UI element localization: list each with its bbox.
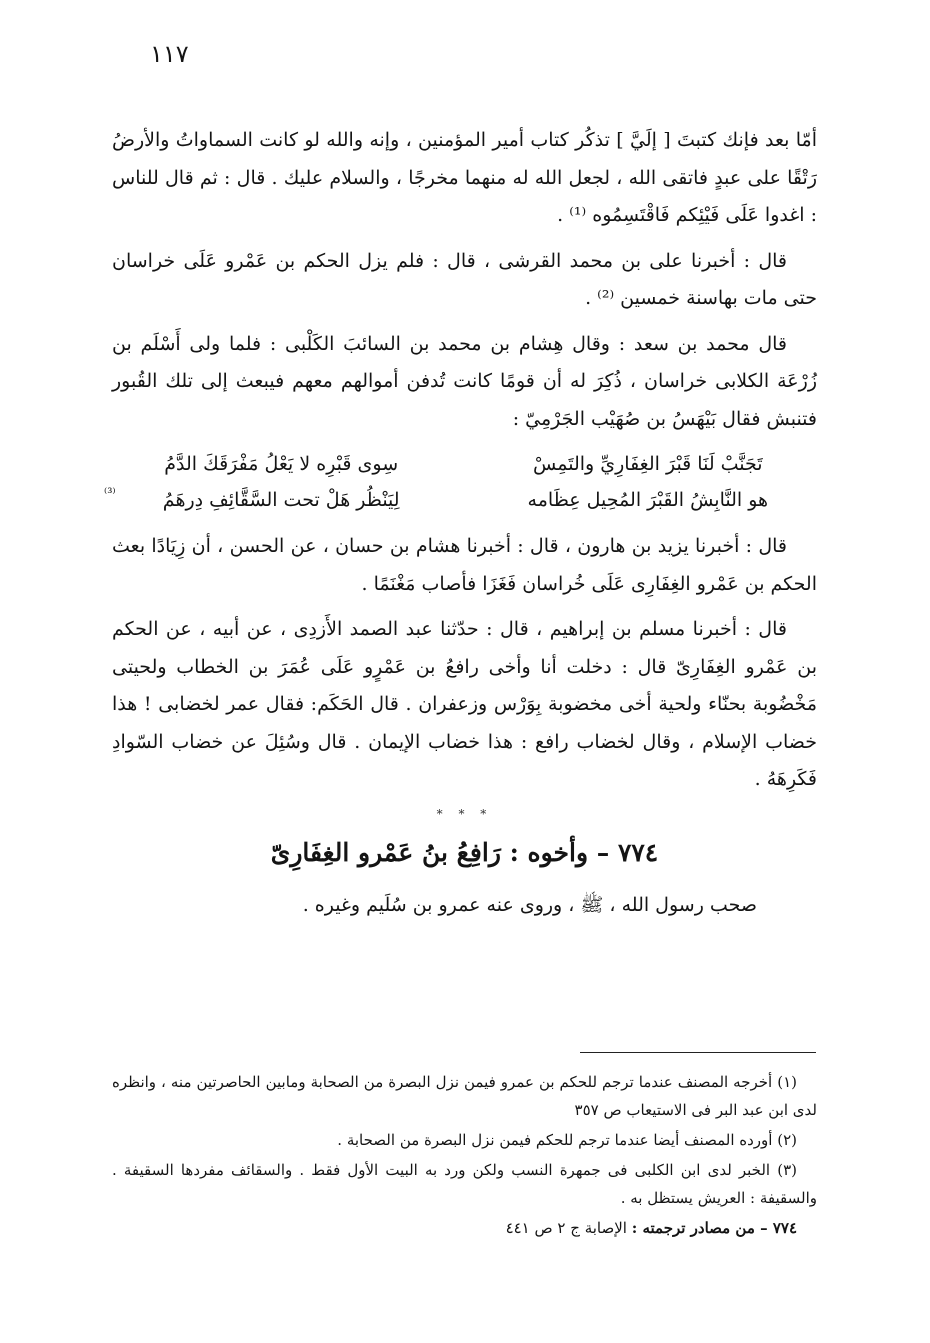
paragraph-yazid: قال : أخبرنا يزيد بن هارون ، قال : أخبرنا هشام بن حسان ، عن الحسن ، أن زِيَادًا بعث الحكم بن عَمْرو الغِفَارِى عَلَى خُراسان فَغَزَا فأصاب مَغْنَمًا .: [112, 535, 817, 595]
section-separator: * * *: [436, 806, 493, 821]
poem-line: [112, 446, 817, 482]
footnote: (١) أخرجه المصنف عندما ترجم للحكم بن عمرو فيمن نزل البصرة من الصحابة ومابين الحاصرتين منه ، وانظره لدى ابن عبد البر فى الاستيعاب ص ٣٥٧: [112, 1073, 817, 1119]
footnote-marker: ⁽³⁾: [104, 486, 116, 501]
hemistich-second: سِوى قَبْرِه لا يَعْلُ مَفْرَقَكَ الدَّمُ: [164, 453, 399, 475]
paragraph-ibn-saad: قال محمد بن سعد : وقال هِشام بن محمد بن السائبَ الكَلْبى : فلما ولى أَسْلَم بن زُرْعَة الكلابى خراسان ، ذُكِرَ له أن قومًا كانت تُدفن أموالهم معهم فيبعث إلى تلك القُبور فتنبش فقال بَيْهَسُ بن صُهَيْب الجَرْمِيّ :: [112, 332, 817, 430]
poem-line: [104, 482, 817, 518]
hemistich-first: هو النَّابِشُ القَبْرَ المُحِيل عِظَامه: [527, 489, 769, 511]
hemistich-second: لِيَنْظُر هَلْ تحت السَّقَّائِفِ دِرهَمُ: [162, 489, 400, 511]
entry-heading: ٧٧٤ – وأخوه : رَافِعُ بنُ عَمْرو الغِفَارِىّ: [270, 837, 659, 867]
page-number: ١١٧: [150, 40, 189, 68]
footnote: (٢) أورده المصنف أيضا عندما ترجم للحكم فيمن نزل البصرة من الصحابة .: [337, 1131, 797, 1149]
hemistich-first: تَجَنَّبْ لَنَا قَبْرَ الغِفَارِيِّ والتَمِسْ: [533, 453, 763, 475]
footnote: (٣) الخبر لدى ابن الكلبى فى جمهرة النسب ولكن ورد به البيت الأول فقط . والسقائف مفردها السقيفة . والسقيفة : العريش يستظل به .: [112, 1161, 817, 1207]
main-text: [104, 122, 817, 923]
sources-line: [112, 1214, 817, 1242]
footnote-divider: [580, 1052, 816, 1053]
paragraph-letter: أمّا بعد فإنك كتبتَ [ إلَيَّ ] تذكُر كتاب أمير المؤمنين ، وإنه والله لو كانت السماواتُ والأرضُ رَتْقًا على عبدٍ فاتقى الله ، لجعل الله له منهما مخرجًا ، والسلام عليك . قال : ثم قال للناس : اغدوا عَلَى فَيْئِكم فَاقْتَسِمُوه ⁽¹⁾ .: [112, 129, 817, 226]
footnotes: [112, 1068, 817, 1244]
paragraph-qurashi: قال : أخبرنا على بن محمد القرشى ، قال : فلم يزل الحكم بن عَمْرو عَلَى خراسان حتى مات بهاسنة خمسين ⁽²⁾ .: [112, 249, 817, 309]
poem: [104, 446, 817, 518]
entry-text: صحب رسول الله ، ﷺ ، وروى عنه عمرو بن سُلَيم وغيره .: [302, 893, 757, 916]
paragraph-muslim: قال : أخبرنا مسلم بن إبراهيم ، قال : حدّثنا عبد الصمد الأَزدِى ، عن أبيه ، عن الحكم بن عَمْرو الغِفَارِىّ قال : دخلت أنا وأخى رافعُ بن عَمْرٍو عَلَى عُمَرَ بن الخطاب ولحيتى مَخْضُوبة بحنّاء ولحية أخى مخضوبة بِوَرْس وزعفران . قال الحَكَم: فقال عمر لخضابى ! هذا خضاب الإسلام ، وقال لخضاب رافع : هذا خضاب الإيمان . قال وسُئِلَ عن خضاب السّوادِ فَكَرِهَهُ .: [112, 618, 817, 790]
sources-text: الإصابة ج ٢ ص ٤٤١: [505, 1219, 627, 1237]
sources-label: ٧٧٤ – من مصادر ترجمته :: [631, 1219, 797, 1237]
